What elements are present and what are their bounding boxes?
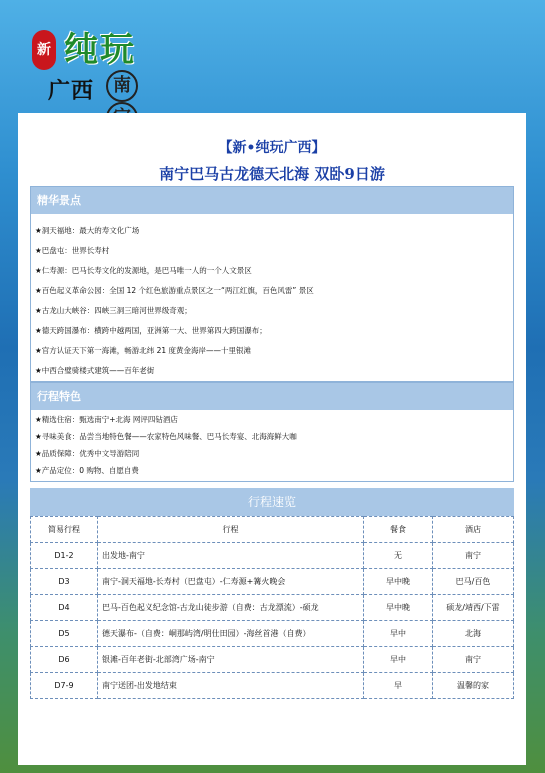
- table-row: [31, 647, 514, 673]
- day-cell: D6: [31, 647, 98, 673]
- route-cell: 德天瀑布-（自费：峒那屿湾/明仕田园）-海丝首港（自费）: [98, 621, 364, 647]
- hotel-cell: 南宁: [433, 543, 514, 569]
- highlight-item: ★仁寿源：巴马长寿文化的发源地，是巴马唯一人的一个人文景区: [35, 266, 252, 275]
- meals-cell: 早中晚: [364, 595, 433, 621]
- hotel-cell: 北海: [433, 621, 514, 647]
- page-title: 【新•纯玩广西】: [218, 140, 326, 156]
- column-header: 行程: [98, 517, 364, 543]
- highlight-item: ★中西合璧骑楼式建筑——百年老街: [35, 366, 155, 375]
- day-cell: D3: [31, 569, 98, 595]
- logo-brand: 纯玩: [64, 30, 136, 70]
- logo-seal: 新: [32, 30, 56, 70]
- table-row: [31, 621, 514, 647]
- column-header: 简易行程: [31, 517, 98, 543]
- column-header: 酒店: [433, 517, 514, 543]
- hotel-cell: 南宁: [433, 647, 514, 673]
- feature-item: ★品质保障：优秀中文导游陪同: [35, 449, 140, 458]
- route-cell: 巴马-百色起义纪念馆-古龙山徒步游（自费：古龙漂流）-硕龙: [98, 595, 364, 621]
- meals-cell: 无: [364, 543, 433, 569]
- feature-item: ★产品定位：0 购物、自愿自费: [35, 466, 139, 475]
- column-header: 餐食: [364, 517, 433, 543]
- route-cell: 银滩-百年老街-北部湾广场-南宁: [98, 647, 364, 673]
- highlight-item: ★古龙山大峡谷：四峡三洞三暗河世界级奇观；: [35, 306, 192, 315]
- highlight-item: ★洞天福地：最大的寿文化广场: [35, 226, 140, 235]
- table-row: [31, 673, 514, 699]
- meals-cell: 早中: [364, 621, 433, 647]
- table-row: [31, 595, 514, 621]
- table-header-row: [31, 517, 514, 543]
- page-subtitle: 南宁巴马古龙德天北海 双卧9日游: [159, 165, 385, 183]
- table-row: [31, 569, 514, 595]
- feature-item: ★寻味美食：品尝当地特色餐——农家特色风味餐、巴马长寿宴、北海海鲜大咖: [35, 432, 297, 441]
- meals-cell: 早中晚: [364, 569, 433, 595]
- logo-city: [106, 70, 168, 104]
- itinerary-heading: 行程速览: [30, 488, 514, 516]
- hotel-cell: 巴马/百色: [433, 569, 514, 595]
- feature-item: ★精选住宿：甄选南宁+北海 网评四钻酒店: [35, 415, 178, 424]
- table-row: [31, 543, 514, 569]
- highlight-item: ★德天跨国瀑布：横跨中越两国，亚洲第一大、世界第四大跨国瀑布；: [35, 326, 267, 335]
- route-cell: 南宁送团-出发地结束: [98, 673, 364, 699]
- document-page: [18, 113, 526, 765]
- highlights-section: [30, 186, 514, 382]
- day-cell: D7-9: [31, 673, 98, 699]
- route-cell: 出发地-南宁: [98, 543, 364, 569]
- features-heading: 行程特色: [31, 383, 513, 410]
- day-cell: D4: [31, 595, 98, 621]
- itinerary-table: [30, 516, 514, 699]
- day-cell: D5: [31, 621, 98, 647]
- meals-cell: 早中: [364, 647, 433, 673]
- day-cell: D1-2: [31, 543, 98, 569]
- highlight-item: ★官方认证天下第一海滩，畅游北纬 21 度黄金海岸——十里银滩: [35, 346, 252, 355]
- logo-city-char-1: 南: [106, 70, 138, 102]
- highlight-item: ★百色起义革命公园：全国 12 个红色旅游重点景区之一“两江红旗，百色风雷” 景区: [35, 286, 314, 295]
- hotel-cell: 硕龙/靖西/下雷: [433, 595, 514, 621]
- hotel-cell: 温馨的家: [433, 673, 514, 699]
- features-section: [30, 382, 514, 482]
- route-cell: 南宁-洞天福地-长寿村（巴盘屯）-仁寿源+篝火晚会: [98, 569, 364, 595]
- highlight-item: ★巴盘屯：世界长寿村: [35, 246, 110, 255]
- meals-cell: 早: [364, 673, 433, 699]
- highlights-heading: 精华景点: [31, 187, 513, 214]
- logo: [28, 18, 198, 108]
- logo-region: 广西: [48, 78, 95, 104]
